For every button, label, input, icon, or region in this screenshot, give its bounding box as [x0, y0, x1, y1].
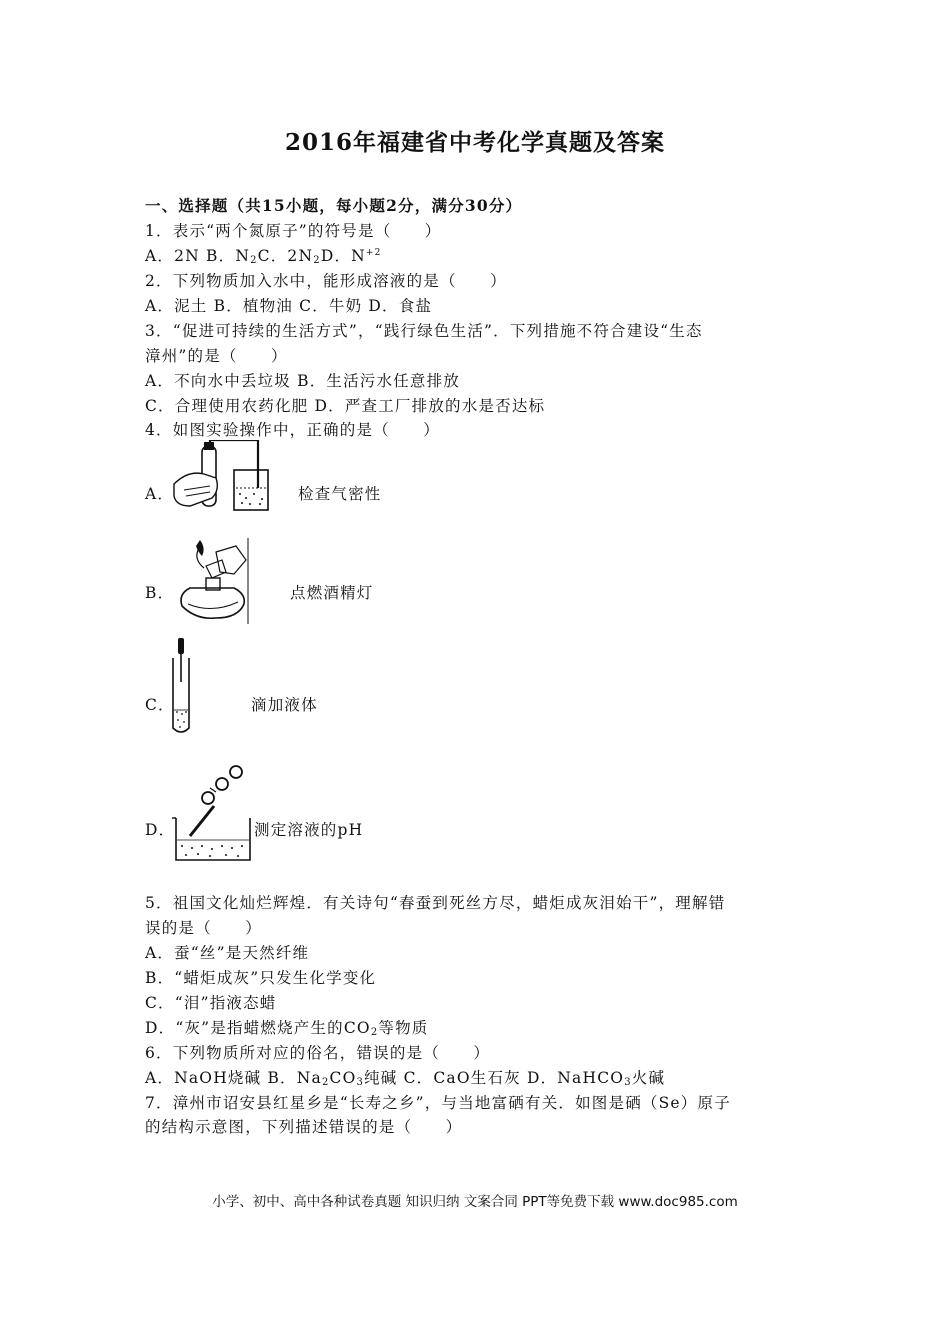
dropper-test-tube-figure — [168, 638, 198, 738]
question-5-stem-line1: 5．祖国文化灿烂辉煌．有关诗句“春蚕到死丝方尽，蜡炬成灰泪始干”，理解错 — [145, 894, 726, 912]
q4-option-c-label: C． — [145, 696, 175, 714]
q4-option-d-caption: 测定溶液的pH — [254, 821, 364, 839]
q4-option-a-caption: 检查气密性 — [298, 485, 382, 503]
q4-option-c-caption: 滴加液体 — [251, 696, 318, 714]
question-5-option-d: D．“灰”是指蜡燃烧产生的$CO_2$等物质 — [145, 1019, 429, 1038]
q4-option-b-caption: 点燃酒精灯 — [290, 584, 374, 602]
question-3-options-line2: C．合理使用农药化肥 D．严查工厂排放的水是否达标 — [145, 397, 546, 415]
question-1-options: A．2N B．$N_2C$．$2N_2D$．$N^{+2}$ — [145, 247, 382, 266]
question-5-option-b: B．“蜡炬成灰”只发生化学变化 — [145, 969, 377, 987]
question-6-options: A．NaOH烧碱 B．$Na_2CO_3$纯碱 C．CaO生石灰 D．NaHCO$_3$火碱 — [145, 1069, 666, 1088]
alcohol-lamp-figure — [176, 538, 254, 628]
q4-option-d-label: D． — [145, 821, 176, 839]
question-3-stem-line2: 漳州”的是（ ） — [145, 347, 288, 365]
section-heading: 一、选择题（共15小题，每小题2分，满分30分） — [145, 196, 523, 215]
question-7-stem-line1: 7．漳州市诏安县红星乡是“长寿之乡”，与当地富硒有关．如图是硒（Se）原子 — [145, 1094, 731, 1112]
question-2-stem: 2．下列物质加入水中，能形成溶液的是（ ） — [145, 272, 507, 290]
question-2-options: A．泥土 B．植物油 C．牛奶 D．食盐 — [145, 297, 433, 315]
q4-option-a-label: A． — [145, 485, 175, 503]
question-1-stem: 1．表示“两个氮原子”的符号是（ ） — [145, 222, 442, 240]
question-4-stem: 4．如图实验操作中，正确的是（ ） — [145, 421, 440, 439]
question-5-option-a: A．蚕“丝”是天然纤维 — [145, 944, 310, 962]
question-5-option-c: C．“泪”指液态蜡 — [145, 994, 277, 1012]
question-5-stem-line2: 误的是（ ） — [145, 919, 262, 937]
footer-note: 小学、初中、高中各种试卷真题 知识归纳 文案合同 PPT等免费下载 www.doc985.com — [212, 1194, 738, 1210]
ph-test-figure — [170, 762, 256, 864]
q4-option-b-label: B． — [145, 584, 175, 602]
airtightness-check-figure — [170, 440, 275, 515]
question-6-stem: 6．下列物质所对应的俗名，错误的是（ ） — [145, 1044, 491, 1062]
page-title: 2016年福建省中考化学真题及答案 — [284, 129, 665, 156]
question-7-stem-line2: 的结构示意图，下列描述错误的是（ ） — [145, 1118, 463, 1136]
question-3-stem-line1: 3．“促进可持续的生活方式”，“践行绿色生活”．下列措施不符合建设“生态 — [145, 322, 703, 340]
question-3-options-line1: A．不向水中丢垃圾 B．生活污水任意排放 — [145, 372, 461, 390]
